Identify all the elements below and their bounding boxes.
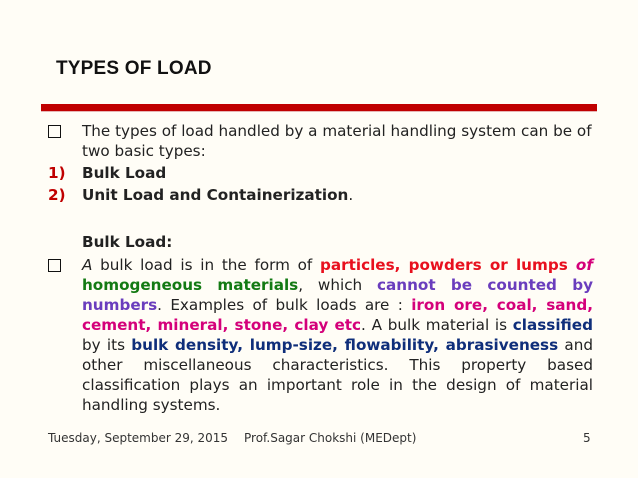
highlight-properties: bulk density, lump-size, flowability, abrasiveness (131, 336, 559, 354)
bullet-bulk (48, 255, 593, 415)
text-span: by its (82, 336, 132, 354)
highlight-particles: particles, powders or lumps (320, 256, 568, 274)
text-span: . Examples of bulk loads are : (157, 296, 412, 314)
footer-date: Tuesday, September 29, 2015 (48, 431, 229, 445)
bulk-heading: Bulk Load: (82, 233, 173, 251)
highlight-cannot-count: cannot be counted by numbers (82, 276, 593, 314)
intro-text: The types of load handled by a material handling system can be of two basic types: (82, 122, 592, 160)
slide-title: TYPES OF LOAD (56, 58, 212, 79)
highlight-of: of (567, 256, 593, 274)
footer-author: Prof.Sagar Chokshi (MEDept) (244, 431, 417, 445)
text-span: bulk load is in the form of (92, 256, 321, 274)
bulk-paragraph (82, 255, 593, 415)
highlight-examples: iron ore, coal, sand, cement, mineral, stone, clay etc (82, 296, 593, 334)
footer-page-number: 5 (583, 431, 591, 445)
list-item-2 (48, 185, 593, 205)
title-underline-shadow (41, 111, 597, 112)
bullet-intro (48, 121, 593, 161)
list-number: 2) (48, 186, 66, 204)
text-span: , which (298, 276, 378, 294)
text-span: and other miscellaneous characteristics. This property based classification plays an important role in the design of material handling systems. (82, 336, 594, 414)
list-number: 1) (48, 164, 66, 182)
list-item-text: Bulk Load (82, 164, 167, 182)
list-item-bold: Unit Load and Containerization (82, 186, 349, 204)
list-item-1 (48, 163, 593, 183)
highlight-classified: classified (512, 316, 593, 334)
square-bullet-icon (48, 121, 61, 143)
list-item-text (82, 185, 593, 205)
title-underline (41, 104, 597, 111)
list-item-suffix: . (348, 186, 354, 204)
text-span: A (82, 256, 93, 274)
square-bullet-icon (48, 255, 61, 277)
bulk-heading-row (48, 232, 593, 252)
highlight-homogeneous: homogeneous materials (82, 276, 299, 294)
text-span: . A bulk material is (361, 316, 513, 334)
